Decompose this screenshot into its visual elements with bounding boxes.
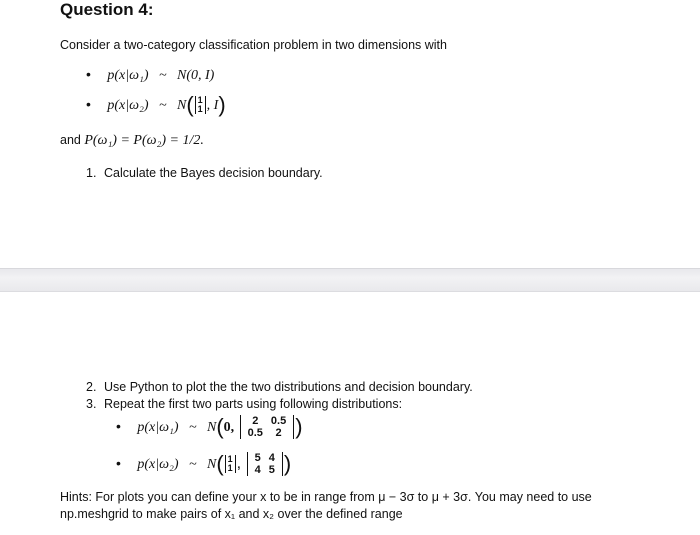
b2-tilde: ~ (158, 98, 167, 114)
bullet-glyph: • (116, 455, 121, 472)
b2-tail: , I (206, 98, 219, 114)
priors-and: and (60, 133, 81, 147)
item-1: 1. Calculate the Bayes decision boundary. (86, 166, 323, 180)
d1-mean: 0, (223, 420, 235, 436)
d1-normal: N (206, 420, 217, 436)
bullet-1 (86, 66, 214, 84)
d1-lhs: p(x|ω₁) (137, 420, 179, 436)
hints-line-1: Hints: For plots you can define your x to be in range from μ − 3σ to μ + 3σ. You may need to use (60, 490, 592, 504)
b2-normal: N (176, 98, 187, 114)
d2-covariance-matrix: 5 4 4 5 (247, 452, 283, 476)
d2-tilde: ~ (188, 457, 197, 473)
intro-text: Consider a two-category classification problem in two dimensions with (60, 38, 447, 52)
bullet-glyph: • (86, 66, 91, 82)
dist-bullet-1: • p(x|ω₁) ~ N(0, 2 0.5 0.5 2 ) (116, 414, 303, 439)
d2-normal: N (206, 457, 217, 473)
item-2: 2. Use Python to plot the the two distributions and decision boundary. (86, 380, 473, 394)
d1-tilde: ~ (188, 420, 197, 436)
page-divider (0, 268, 700, 292)
priors-expr: P(ω₁) = P(ω₂) = 1/2. (84, 133, 204, 148)
bullet-glyph: • (116, 418, 121, 435)
d2-mean-vector: 1 1 (225, 455, 236, 473)
dist-bullet-2: • p(x|ω₂) ~ N( 1 1 , 5 4 4 5 ) (116, 451, 292, 476)
d1-covariance-matrix: 2 0.5 0.5 2 (240, 415, 295, 439)
hints-line-2: np.meshgrid to make pairs of x₁ and x₂ over the defined range (60, 507, 403, 521)
bullet-2: • p(x|ω₂) ~ N( 1 1 , I) (86, 92, 226, 117)
b2-mean-vector: 1 1 (195, 96, 206, 114)
d2-lhs: p(x|ω₂) (137, 457, 179, 473)
item-3: 3. Repeat the first two parts using following distributions: (86, 397, 403, 411)
b2-lhs: p(x|ω₂) (107, 98, 149, 114)
b1-tilde: ~ (158, 68, 167, 83)
b1-lhs: p(x|ω₁) (107, 68, 149, 83)
bullet-glyph: • (86, 96, 91, 113)
priors-line (60, 133, 204, 149)
b1-rhs: N(0, I) (176, 68, 215, 83)
question-title: Question 4: (60, 0, 154, 19)
